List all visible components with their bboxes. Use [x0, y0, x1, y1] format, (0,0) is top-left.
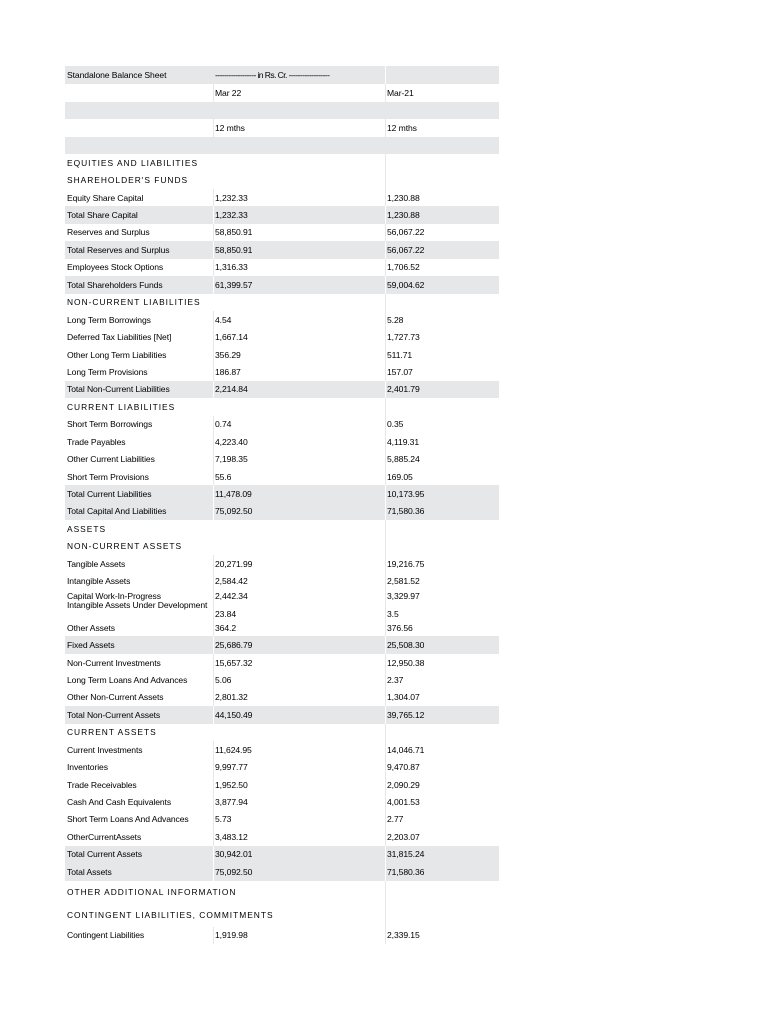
value-mar-21: 39,765.12 [387, 709, 425, 720]
value-mar-22: 2,584.42 [215, 576, 248, 587]
table-row [65, 654, 499, 671]
table-row [65, 450, 499, 467]
table-row [65, 328, 499, 345]
value-mar-21: 2,339.15 [387, 930, 420, 941]
value-mar-21: 19,216.75 [387, 558, 425, 569]
row-label: Fixed Assets [67, 640, 115, 651]
table-row [65, 758, 499, 775]
table-row [65, 619, 499, 636]
value-mar-21: 2,203.07 [387, 831, 420, 842]
value-mar-21 [387, 904, 497, 927]
row-label: Employees Stock Options [67, 262, 164, 273]
value-mar-21: 5,885.24 [387, 454, 420, 465]
table-row [65, 206, 499, 223]
spacer-row [65, 137, 499, 154]
row-label: Long Term Borrowings [67, 314, 151, 325]
value-mar-22: 23.84 [215, 608, 237, 619]
value-mar-21 [387, 881, 497, 904]
row-label: Total Shareholders Funds [67, 279, 163, 290]
row-label: Other Non-Current Assets [67, 692, 164, 703]
value-mar-21: 169.05 [387, 471, 413, 482]
value-mar-22: 1,667.14 [215, 332, 248, 343]
value-mar-22: 75,092.50 [215, 506, 253, 517]
value-mar-22: 5.73 [215, 814, 232, 825]
section-header-row [65, 398, 499, 415]
table-row [65, 555, 499, 572]
title-row [65, 66, 499, 84]
value-mar-21 [387, 294, 497, 311]
value-mar-21: 1,304.07 [387, 692, 420, 703]
value-mar-21 [387, 724, 497, 741]
value-mar-21: 1,230.88 [387, 192, 420, 203]
value-mar-22: 1,919.98 [215, 930, 248, 941]
value-mar-22: 4.54 [215, 314, 232, 325]
row-label: Current Investments [67, 744, 143, 755]
row-label: Non-Current Investments [67, 657, 161, 668]
value-mar-21 [387, 398, 497, 415]
value-mar-22: 58,850.91 [215, 244, 253, 255]
value-mar-22: 7,198.35 [215, 454, 248, 465]
value-mar-22 [215, 538, 385, 555]
value-mar-22: 15,657.32 [215, 657, 253, 668]
table-row [65, 416, 499, 433]
table-row [65, 706, 499, 723]
row-label: Total Current Assets [67, 849, 142, 860]
value-mar-21: 5.28 [387, 314, 404, 325]
section-label: CONTINGENT LIABILITIES, COMMITMENTS [67, 910, 274, 920]
row-label: Reserves and Surplus [67, 227, 150, 238]
table-row [65, 276, 499, 293]
section-header-row [65, 881, 499, 904]
value-mar-21: 59,004.62 [387, 279, 425, 290]
section-header-row [65, 724, 499, 741]
value-mar-21: 1,230.88 [387, 210, 420, 221]
section-header-row [65, 520, 499, 537]
value-mar-21: 56,067.22 [387, 244, 425, 255]
value-mar-21: 376.56 [387, 622, 413, 633]
value-mar-21: 157.07 [387, 366, 413, 377]
value-mar-21: 9,470.87 [387, 762, 420, 773]
row-label: Total Non-Current Assets [67, 709, 161, 720]
table-row [65, 346, 499, 363]
value-mar-22: 3,877.94 [215, 797, 248, 808]
section-label: SHAREHOLDER'S FUNDS [67, 175, 189, 186]
row-label: OtherCurrentAssets [67, 831, 142, 842]
value-mar-21: 0.35 [387, 419, 404, 430]
period-mar-21: 12 mths [387, 123, 417, 133]
value-mar-22: 2,442.34 [215, 590, 248, 601]
table-row [65, 776, 499, 793]
value-mar-21: 2,581.52 [387, 576, 420, 587]
balance-sheet-table [65, 66, 499, 944]
table-row [65, 259, 499, 276]
value-mar-21: 12,950.38 [387, 657, 425, 668]
value-mar-21 [387, 154, 497, 171]
value-mar-22: 30,942.01 [215, 849, 253, 860]
value-mar-21: 1,727.73 [387, 332, 420, 343]
value-mar-22: 356.29 [215, 349, 241, 360]
row-label: Tangible Assets [67, 558, 126, 569]
value-mar-21: 31,815.24 [387, 849, 425, 860]
value-mar-21: 2,401.79 [387, 384, 420, 395]
value-mar-22 [215, 294, 385, 311]
section-label: ASSETS [67, 523, 107, 534]
value-mar-22 [215, 154, 385, 171]
value-mar-22: 0.74 [215, 419, 232, 430]
table-row [65, 241, 499, 258]
value-mar-22: 4,223.40 [215, 436, 248, 447]
row-label: Short Term Provisions [67, 471, 149, 482]
table-row [65, 636, 499, 653]
row-label: Short Term Borrowings [67, 419, 153, 430]
row-label: Long Term Loans And Advances [67, 674, 188, 685]
row-label: Trade Receivables [67, 779, 137, 790]
row-label: Total Capital And Liabilities [67, 506, 167, 517]
row-label: Total Assets [67, 866, 112, 877]
row-label: Trade Payables [67, 436, 126, 447]
value-mar-22: 1,232.33 [215, 210, 248, 221]
value-mar-21: 4,119.31 [387, 436, 420, 447]
section-header-row [65, 904, 499, 927]
table-row [65, 224, 499, 241]
table-row [65, 671, 499, 688]
value-mar-22: 9,997.77 [215, 762, 248, 773]
value-mar-21: 25,508.30 [387, 640, 425, 651]
value-mar-22 [215, 520, 385, 537]
value-mar-22 [215, 171, 385, 188]
section-label: NON-CURRENT ASSETS [67, 541, 183, 552]
value-mar-21: 2,090.29 [387, 779, 420, 790]
value-mar-22: 20,271.99 [215, 558, 253, 569]
row-label: Intangible Assets Under Development [67, 599, 208, 610]
row-label: Other Long Term Liabilities [67, 349, 167, 360]
table-row [65, 573, 499, 590]
row-label: Inventories [67, 762, 108, 773]
section-header-row [65, 154, 499, 171]
value-mar-22: 5.06 [215, 674, 232, 685]
value-mar-22: 11,624.95 [215, 744, 252, 755]
period-row [65, 119, 499, 137]
value-mar-21: 4,001.53 [387, 797, 420, 808]
table-row [65, 811, 499, 828]
section-label: CURRENT ASSETS [67, 727, 157, 738]
table-row [65, 828, 499, 845]
value-mar-22: 1,232.33 [215, 192, 248, 203]
value-mar-21: 2.77 [387, 814, 404, 825]
row-label: Short Term Loans And Advances [67, 814, 189, 825]
section-label: OTHER ADDITIONAL INFORMATION [67, 887, 237, 897]
row-label: Long Term Provisions [67, 366, 148, 377]
table-row [65, 927, 499, 944]
value-mar-21: 3,329.97 [387, 590, 420, 601]
table-row [65, 311, 499, 328]
table-row [65, 433, 499, 450]
row-label: Total Reserves and Surplus [67, 244, 170, 255]
value-mar-22 [215, 904, 385, 927]
table-row [65, 601, 499, 619]
period-mar-22: 12 mths [215, 123, 245, 133]
value-mar-21 [387, 171, 497, 188]
value-mar-21 [387, 520, 497, 537]
column-header-row [65, 84, 499, 102]
table-row [65, 503, 499, 520]
section-label: CURRENT LIABILITIES [67, 401, 176, 412]
table-row [65, 689, 499, 706]
data-rows [65, 154, 499, 944]
value-mar-22: 3,483.12 [215, 831, 248, 842]
sheet-title: Standalone Balance Sheet [67, 70, 167, 80]
value-mar-21: 10,173.95 [387, 489, 425, 500]
value-mar-22: 2,214.84 [215, 384, 248, 395]
value-mar-21: 2.37 [387, 674, 404, 685]
row-label: Total Share Capital [67, 210, 138, 221]
value-mar-22: 11,478.09 [215, 489, 252, 500]
value-mar-21: 3.5 [387, 608, 399, 619]
section-header-row [65, 294, 499, 311]
unit-label: ------------------ in Rs. Cr. ------------------ [215, 70, 330, 80]
section-header-row [65, 538, 499, 555]
row-label: Cash And Cash Equivalents [67, 797, 172, 808]
table-row [65, 485, 499, 502]
value-mar-22: 25,686.79 [215, 640, 253, 651]
row-label: Other Assets [67, 622, 115, 633]
value-mar-22: 1,952.50 [215, 779, 248, 790]
table-row [65, 363, 499, 380]
column-header-mar-21: Mar-21 [387, 88, 414, 98]
value-mar-22 [215, 724, 385, 741]
value-mar-22: 2,801.32 [215, 692, 248, 703]
section-label: EQUITIES AND LIABILITIES [67, 157, 199, 168]
row-label: Equity Share Capital [67, 192, 144, 203]
spacer-row [65, 102, 499, 119]
table-row [65, 741, 499, 758]
value-mar-22: 364.2 [215, 622, 237, 633]
table-row [65, 793, 499, 810]
value-mar-21: 71,580.36 [387, 506, 425, 517]
value-mar-22 [215, 398, 385, 415]
value-mar-21: 1,706.52 [387, 262, 420, 273]
section-header-row [65, 171, 499, 188]
value-mar-22: 44,150.49 [215, 709, 253, 720]
value-mar-21 [387, 538, 497, 555]
value-mar-21: 71,580.36 [387, 866, 425, 877]
table-row [65, 468, 499, 485]
row-label: Contingent Liabilities [67, 930, 145, 941]
value-mar-22: 186.87 [215, 366, 241, 377]
value-mar-22: 58,850.91 [215, 227, 253, 238]
value-mar-21: 56,067.22 [387, 227, 425, 238]
row-label: Deferred Tax Liabilities [Net] [67, 332, 172, 343]
value-mar-21: 511.71 [387, 349, 413, 360]
row-label: Total Current Liabilities [67, 489, 152, 500]
section-label: NON-CURRENT LIABILITIES [67, 297, 201, 308]
table-row [65, 189, 499, 206]
row-label: Other Current Liabilities [67, 454, 155, 465]
value-mar-22: 75,092.50 [215, 866, 253, 877]
column-header-mar-22: Mar 22 [215, 88, 242, 98]
table-row [65, 381, 499, 398]
value-mar-22: 55.6 [215, 471, 232, 482]
row-label: Intangible Assets [67, 576, 131, 587]
value-mar-22: 1,316.33 [215, 262, 248, 273]
row-label: Capital Work-In-Progress [67, 590, 161, 601]
value-mar-21: 14,046.71 [387, 744, 425, 755]
value-mar-22: 61,399.57 [215, 279, 253, 290]
table-row [65, 863, 499, 880]
table-row [65, 846, 499, 863]
value-mar-22 [215, 881, 385, 904]
row-label: Total Non-Current Liabilities [67, 384, 170, 395]
